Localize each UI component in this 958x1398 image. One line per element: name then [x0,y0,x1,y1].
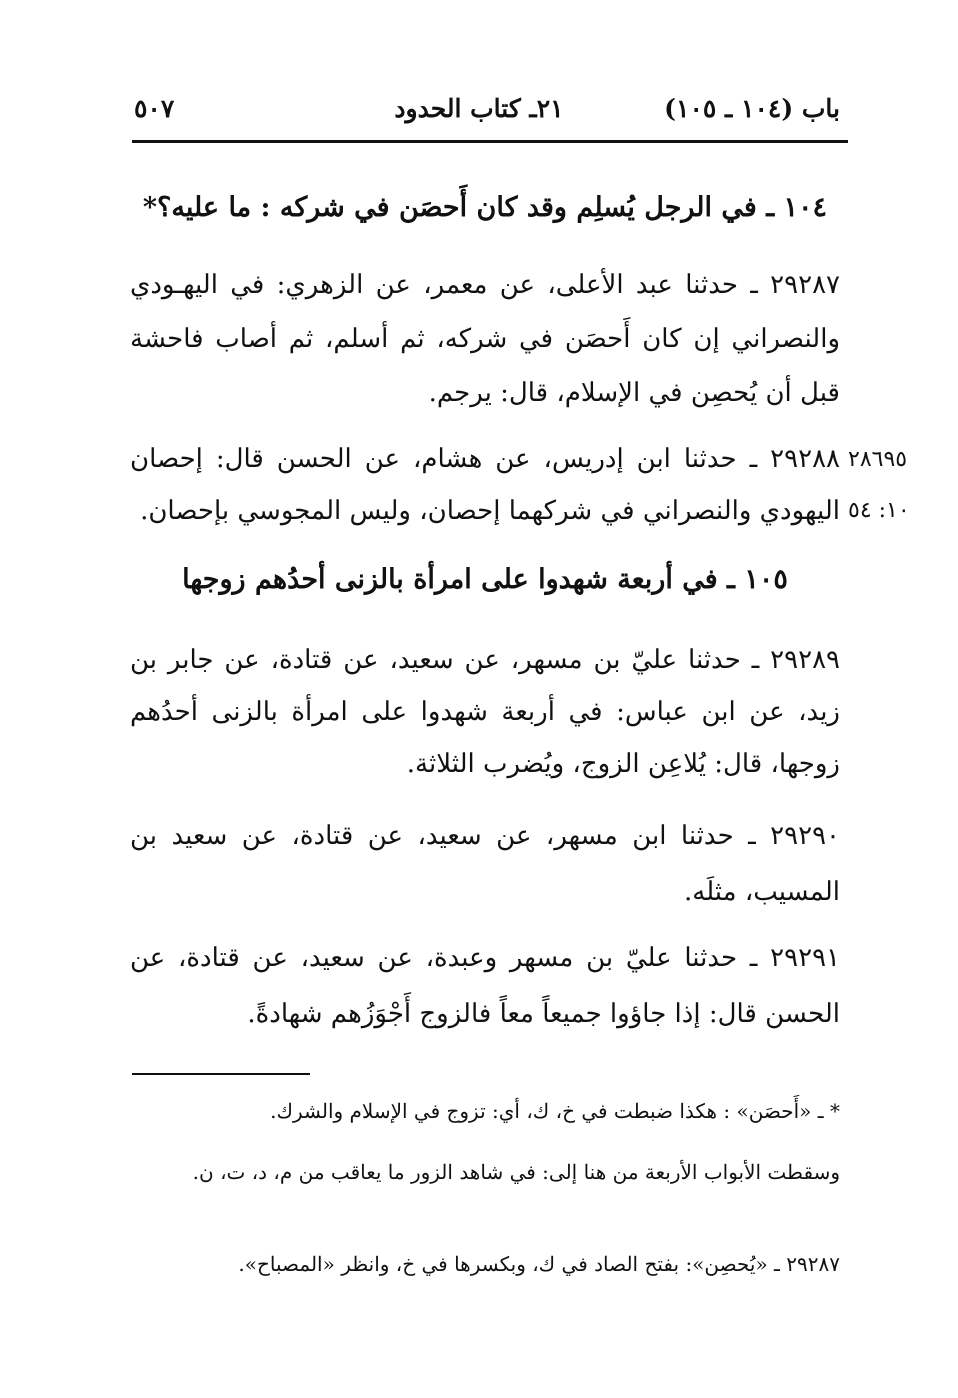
hadith-text: ٢٩٢٩٠ ـ حدثنا ابن مسهر، عن سعيد، عن قتادة، عن سعيد بن المسيب، مثلَه. [130,821,840,907]
page-number: ٥٠٧ [134,94,175,123]
hadith-29287 [130,258,840,420]
hadith-text: ٢٩٢٨٧ ـ حدثنا عبد الأعلى، عن معمر، عن الزهري: في اليهـودي والنصراني إن كان أَحصَن في شركه، ثم أسلم، ثم أصاب فاحشة قبل أن يُحصِن في الإسلام، قال: يرجم. [130,270,840,408]
hadith-text: ٢٩٢٨٩ ـ حدثنا عليّ بن مسهر، عن سعيد، عن قتادة، عن جابر بن زيد، عن ابن عباس: في أربعة شهدوا على امرأة بالزنى أحدُهم زوجها، قال: يُلاعِن الزوج، ويُضرب الثلاثة. [130,645,840,779]
hadith-29290 [130,808,840,920]
margin-reference: ٢٨٦٩٥ [848,447,908,472]
chapter-range: باب (١٠٤ ـ ١٠٥) [664,94,840,123]
hadith-29289 [130,634,840,790]
footnote-rule [132,1073,310,1075]
hadith-text: ٢٩٢٨٨ ـ حدثنا ابن إدريس، عن هشام، عن الحسن قال: إحصان اليهودي والنصراني في شركهما إحصان، وليس المجوسي بإحصان. [130,444,840,526]
footnote-2 [130,1148,840,1196]
footnote-text: وسقطت الأبواب الأربعة من هنا إلى: في شاهد الزور ما يعاقب من م، د، ت، ن. [192,1160,840,1184]
hadith-29288 [130,433,840,537]
footnote-text: ٢٩٢٨٧ ـ «يُحصِن»: بفتح الصاد في ك، وبكسرها في خ، وانظر «المصباح». [238,1252,840,1276]
chapter-title-105: ١٠٥ ـ في أربعة شهدوا على امرأة بالزنى أحدُهم زوجها [182,564,788,595]
footnote-1 [130,1090,840,1132]
footnote-text: * ـ «أَحصَن» : هكذا ضبطت في خ، ك، أي: تزوج في الإسلام والشرك. [270,1099,840,1123]
margin-reference: ١٠: ٥٤ [848,498,910,523]
hadith-text: ٢٩٢٩١ ـ حدثنا عليّ بن مسهر وعبدة، عن سعيد، عن قتادة، عن الحسن قال: إذا جاؤوا جميعاً معاً فالزوج أَجْوَزُهم شهادةً. [130,943,840,1029]
chapter-title-104: ١٠٤ ـ في الرجل يُسلِم وقد كان أَحصَن في شركه : ما عليه؟* [142,192,828,223]
book-title: ٢١ـ كتاب الحدود [394,94,564,123]
hadith-29291 [130,930,840,1042]
header-rule [132,140,848,143]
footnote-3 [130,1244,840,1284]
